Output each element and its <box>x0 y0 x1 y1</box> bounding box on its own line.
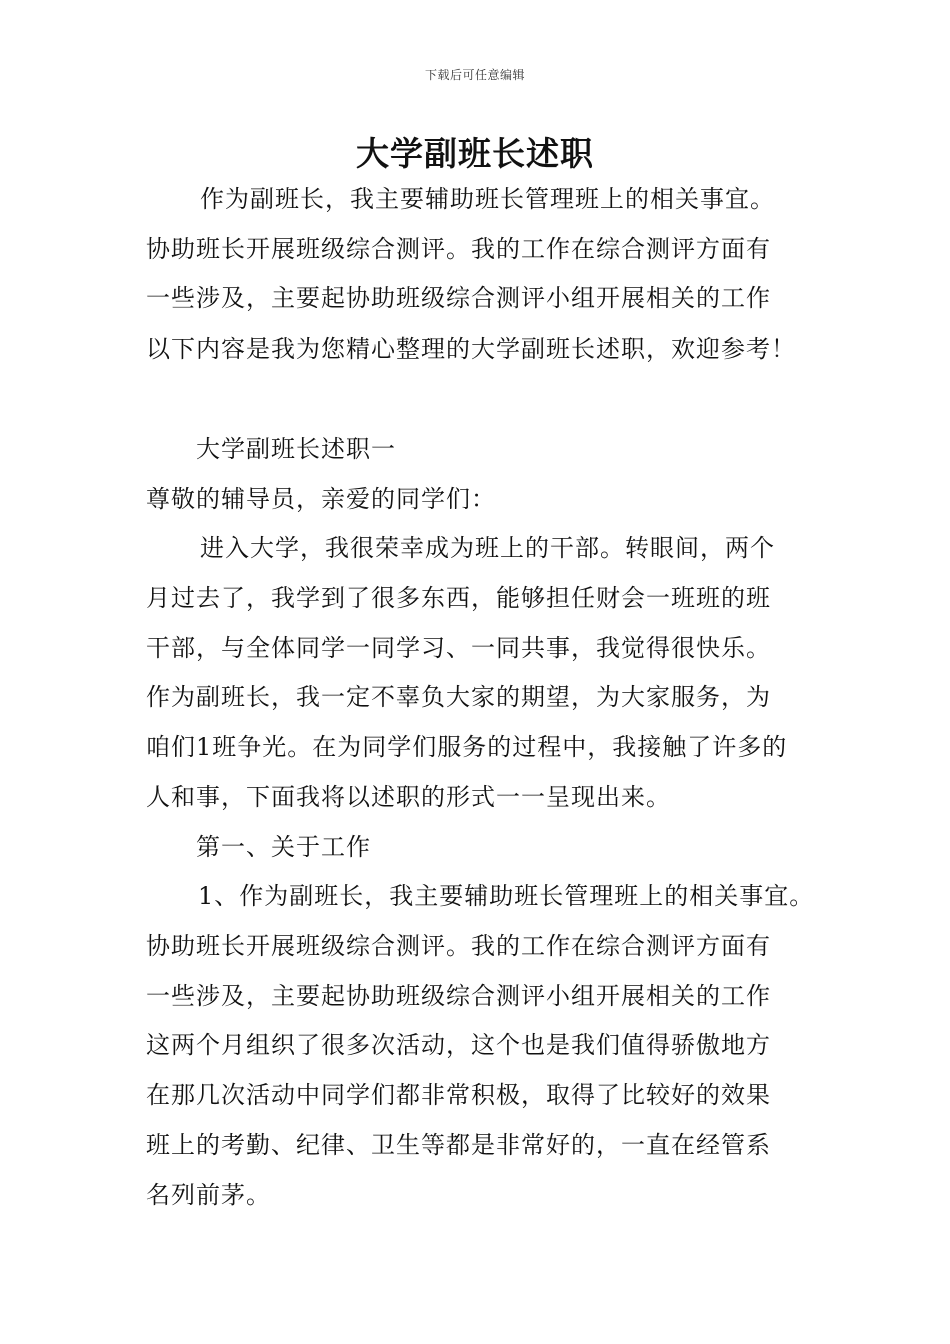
salutation: 尊敬的辅导员，亲爱的同学们： <box>146 485 496 513</box>
section-heading: 大学副班长述职一 <box>196 435 396 463</box>
work-line: 协助班长开展班级综合测评。我的工作在综合测评方面有 <box>146 932 771 960</box>
work-line: 一些涉及，主要起协助班级综合测评小组开展相关的工作 <box>146 982 771 1010</box>
work-line: 在那几次活动中同学们都非常积极，取得了比较好的效果 <box>146 1081 771 1109</box>
header-note: 下载后可任意编辑 <box>424 68 525 82</box>
intro-line: 作为副班长，我主要辅助班长管理班上的相关事宜。 <box>200 185 775 213</box>
intro-line: 以下内容是我为您精心整理的大学副班长述职，欢迎参考！ <box>146 335 796 363</box>
intro-line: 协助班长开展班级综合测评。我的工作在综合测评方面有 <box>146 235 771 263</box>
body-line: 咱们1班争光。在为同学们服务的过程中，我接触了许多的 <box>146 733 788 761</box>
work-line: 名列前茅。 <box>146 1181 271 1209</box>
subheading: 第一、关于工作 <box>196 833 371 861</box>
body-line: 月过去了，我学到了很多东西，能够担任财会一班班的班 <box>146 584 771 612</box>
work-line: 这两个月组织了很多次活动，这个也是我们值得骄傲地方 <box>146 1031 771 1059</box>
document-title: 大学副班长述职 <box>356 134 594 173</box>
body-line: 作为副班长，我一定不辜负大家的期望，为大家服务，为 <box>146 683 771 711</box>
body-line: 人和事，下面我将以述职的形式一一呈现出来。 <box>146 783 671 811</box>
work-line: 班上的考勤、纪律、卫生等都是非常好的，一直在经管系 <box>146 1131 771 1159</box>
body-line: 进入大学，我很荣幸成为班上的干部。转眼间，两个 <box>200 534 775 562</box>
work-line: 1、作为副班长，我主要辅助班长管理班上的相关事宜。 <box>198 882 815 910</box>
intro-line: 一些涉及，主要起协助班级综合测评小组开展相关的工作 <box>146 284 771 312</box>
body-line: 干部，与全体同学一同学习、一同共事，我觉得很快乐。 <box>146 634 771 662</box>
